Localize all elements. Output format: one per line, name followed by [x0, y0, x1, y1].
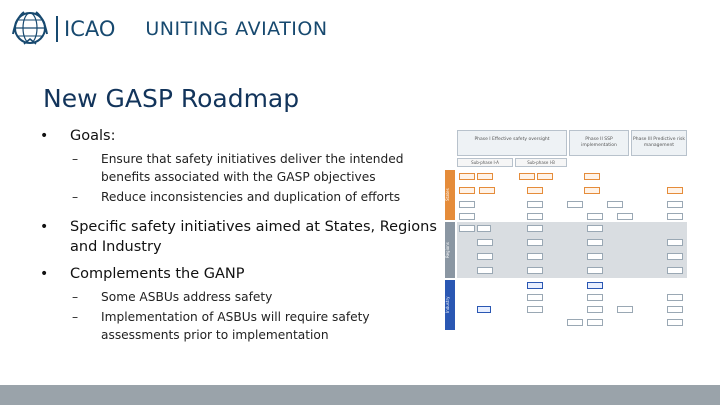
- roadmap-cell: [479, 187, 495, 194]
- sub-bullet-text: Ensure that safety initiatives deliver the intended benefits associated with the GASP objectives: [101, 152, 404, 184]
- roadmap-cell: [527, 225, 543, 232]
- roadmap-cell: [567, 319, 583, 326]
- roadmap-cell: [477, 239, 493, 246]
- roadmap-cell: [527, 239, 543, 246]
- roadmap-cell: [667, 319, 683, 326]
- roadmap-cell: [459, 213, 475, 220]
- band-regions: Regions: [445, 222, 455, 278]
- roadmap-cell: [587, 253, 603, 260]
- roadmap-cell: [459, 225, 475, 232]
- roadmap-cell: [567, 201, 583, 208]
- icao-logo-icon: [10, 8, 50, 48]
- roadmap-cell: [587, 225, 603, 232]
- bullet-goals: Goals:: [70, 128, 116, 144]
- roadmap-cell: [667, 187, 683, 194]
- roadmap-cell: [537, 173, 553, 180]
- brand-tagline: UNITING AVIATION: [145, 18, 328, 40]
- bullet-marker: •: [40, 128, 49, 144]
- roadmap-cell: [527, 213, 543, 220]
- phase-header: Phase III Predictive risk management: [631, 130, 687, 156]
- roadmap-cell: [477, 267, 493, 274]
- sub-bullet: [72, 288, 442, 306]
- states-row: [457, 170, 687, 220]
- roadmap-cell: [667, 306, 683, 313]
- bullet-marker: •: [40, 266, 49, 282]
- regions-row: [457, 222, 687, 278]
- roadmap-cell: [527, 306, 543, 313]
- roadmap-cell: [587, 213, 603, 220]
- roadmap-diagram: [445, 130, 687, 330]
- roadmap-cell: [617, 213, 633, 220]
- band-states: States: [445, 170, 455, 220]
- roadmap-cell: [587, 267, 603, 274]
- roadmap-cell: [667, 201, 683, 208]
- dash-marker: –: [72, 190, 79, 204]
- phase-header: Phase II SSP implementation: [569, 130, 629, 156]
- subphase-header: Sub-phase I-B: [515, 158, 567, 167]
- brand-separator: [56, 16, 58, 42]
- band-industry: Industry: [445, 280, 455, 330]
- roadmap-cell: [527, 187, 543, 194]
- roadmap-cell: [587, 306, 603, 313]
- roadmap-cell: [527, 253, 543, 260]
- roadmap-cell: [587, 294, 603, 301]
- sub-bullet: [72, 150, 442, 186]
- brand-name: ICAO: [64, 17, 116, 41]
- industry-row: [457, 280, 687, 330]
- sub-bullet: [72, 308, 422, 344]
- roadmap-cell: [459, 187, 475, 194]
- roadmap-cell: [667, 239, 683, 246]
- subphase-header: Sub-phase I-A: [457, 158, 513, 167]
- roadmap-cell: [667, 267, 683, 274]
- roadmap-cell: [587, 282, 603, 289]
- roadmap-cell: [477, 306, 491, 313]
- bullet-marker: •: [40, 219, 49, 235]
- slide-title: New GASP Roadmap: [43, 84, 300, 113]
- phase-header: Phase I Effective safety oversight: [457, 130, 567, 156]
- roadmap-cell: [607, 201, 623, 208]
- roadmap-cell: [587, 319, 603, 326]
- header-brand: [56, 14, 328, 44]
- roadmap-cell: [667, 294, 683, 301]
- roadmap-cell: [477, 225, 491, 232]
- sub-bullet: [72, 188, 442, 206]
- dash-marker: –: [72, 290, 79, 304]
- roadmap-cell: [527, 201, 543, 208]
- roadmap-cell: [587, 239, 603, 246]
- bullet-specific-initiatives: Specific safety initiatives aimed at States, Regions and Industry: [70, 219, 437, 255]
- roadmap-cell: [477, 173, 493, 180]
- roadmap-cell: [667, 213, 683, 220]
- roadmap-cell: [584, 187, 600, 194]
- roadmap-cell: [527, 282, 543, 289]
- bullet-complements-ganp: Complements the GANP: [70, 266, 245, 282]
- sub-bullet-text: Reduce inconsistencies and duplication of efforts: [101, 190, 401, 204]
- dash-marker: –: [72, 310, 79, 324]
- roadmap-cell: [527, 294, 543, 301]
- roadmap-cell: [527, 267, 543, 274]
- roadmap-cell: [519, 173, 535, 180]
- sub-bullet-text: Implementation of ASBUs will require safety assessments prior to implementation: [101, 310, 370, 342]
- roadmap-cell: [477, 253, 493, 260]
- roadmap-cell: [667, 253, 683, 260]
- roadmap-cell: [617, 306, 633, 313]
- roadmap-cell: [459, 173, 475, 180]
- dash-marker: –: [72, 152, 79, 166]
- footer-bar: [0, 385, 720, 405]
- sub-bullet-text: Some ASBUs address safety: [101, 290, 273, 304]
- roadmap-cell: [459, 201, 475, 208]
- roadmap-cell: [584, 173, 600, 180]
